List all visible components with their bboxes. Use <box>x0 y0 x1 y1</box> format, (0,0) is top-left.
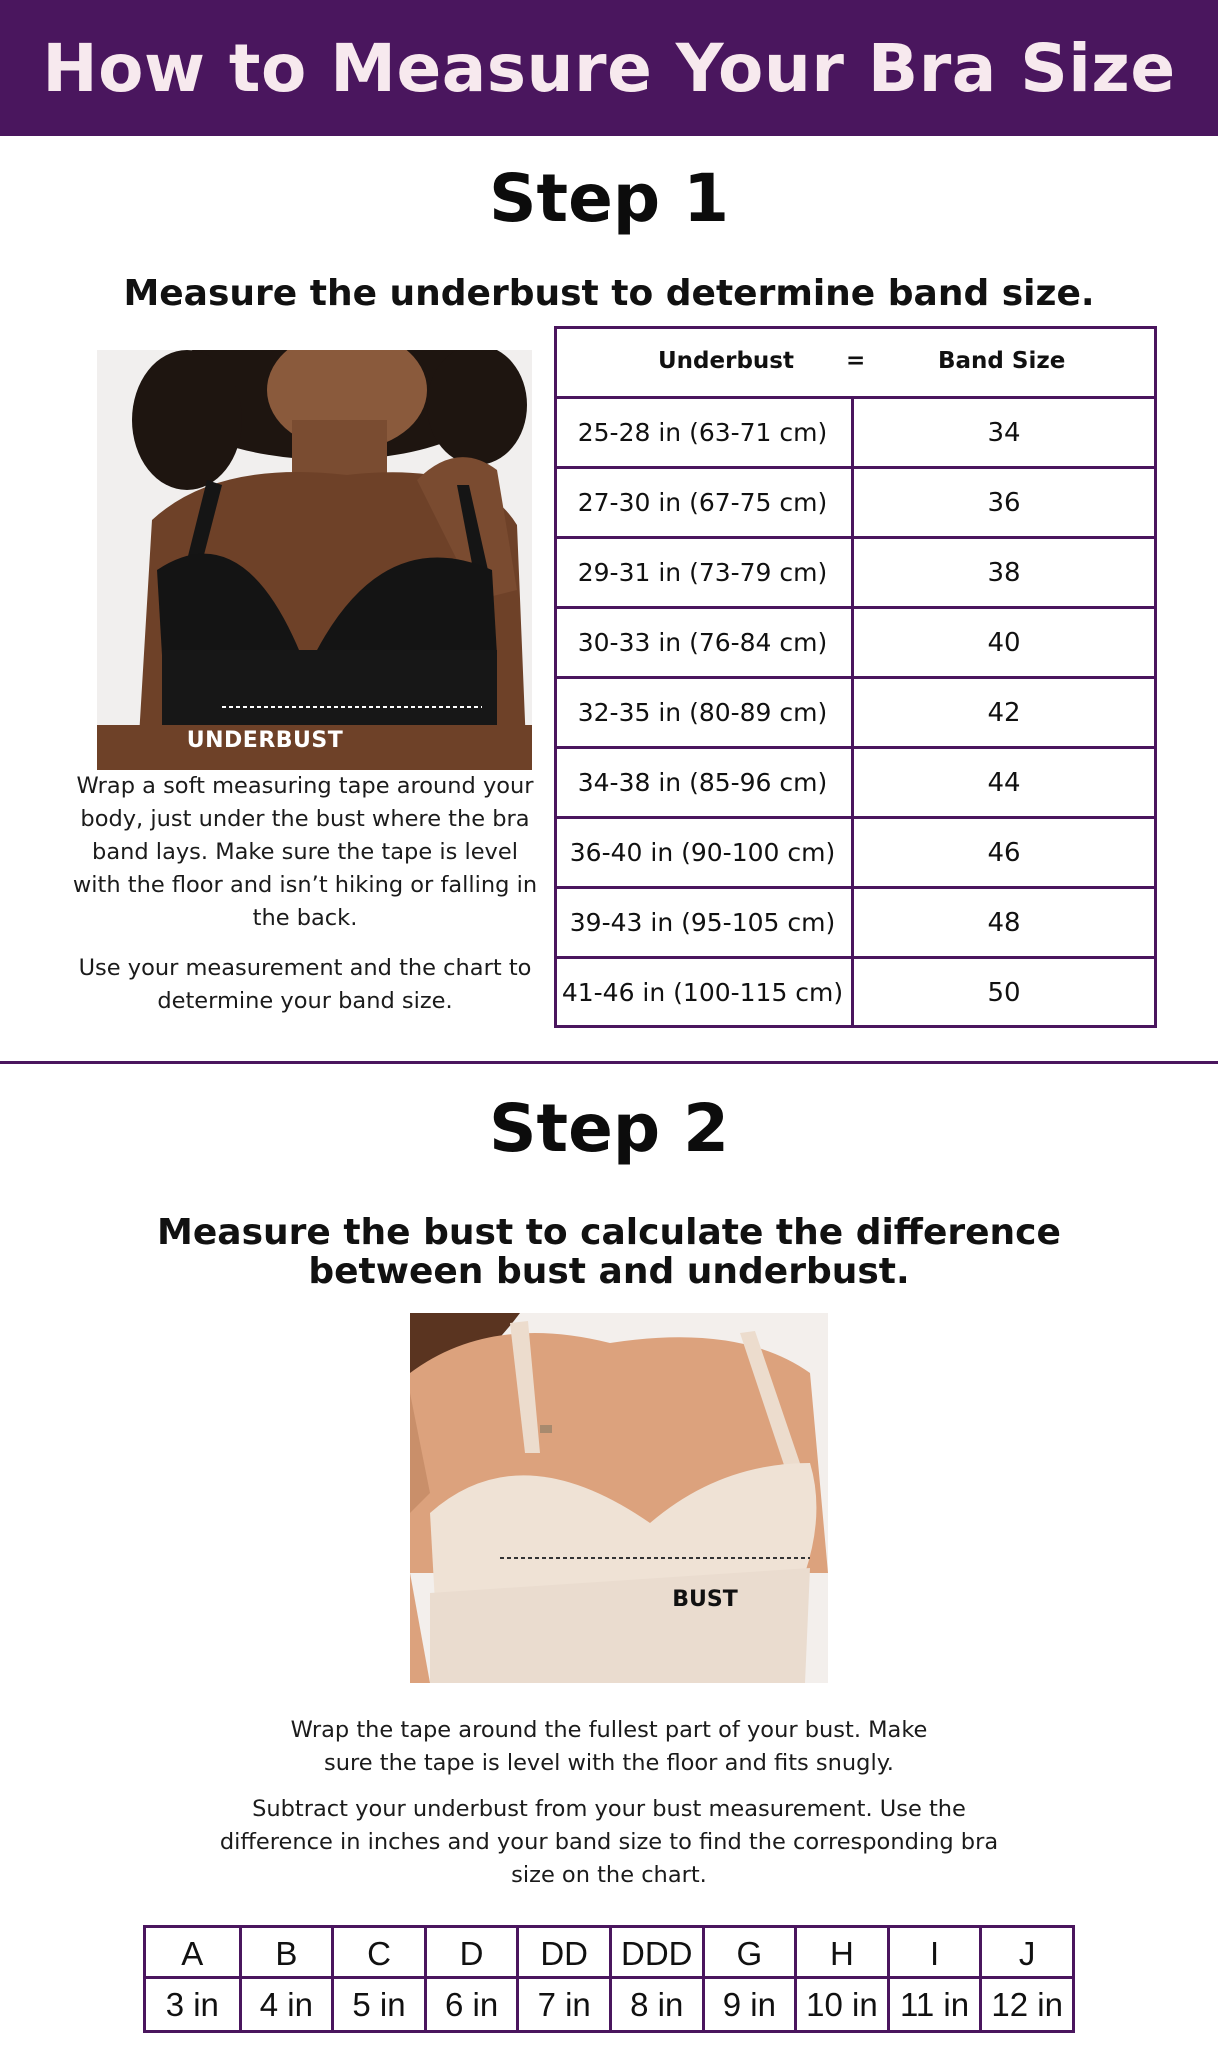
underbust-cell: 29-31 in (73-79 cm) <box>554 539 854 606</box>
cup-size-table <box>143 1925 1075 2033</box>
difference-cell: 8 in <box>609 1979 702 2030</box>
cup-cell: B <box>239 1928 332 1979</box>
table-row <box>554 396 1157 466</box>
bust-photo <box>410 1313 828 1683</box>
difference-cell: 3 in <box>165 1985 219 2023</box>
cup-cell: G <box>702 1928 795 1979</box>
underbust-cell: 41-46 in (100-115 cm) <box>554 959 854 1026</box>
page-header <box>0 0 1218 136</box>
header-equals: = <box>846 348 866 374</box>
cup-cell: A <box>181 1934 204 1972</box>
difference-cell: 10 in <box>794 1979 887 2030</box>
step2-title: Step 2 <box>489 1090 729 1167</box>
difference-cell: 5 in <box>331 1979 424 2030</box>
band-cell: 46 <box>987 837 1021 868</box>
table-row <box>554 676 1157 746</box>
page-title: How to Measure Your Bra Size <box>42 29 1176 107</box>
underbust-cell: 27-30 in (67-75 cm) <box>554 469 854 536</box>
band-cell: 42 <box>987 697 1021 728</box>
table-row <box>554 606 1157 676</box>
bust-label: BUST <box>672 1587 738 1612</box>
table-row <box>554 746 1157 816</box>
band-cell: 48 <box>987 907 1021 938</box>
underbust-cell: 34-38 in (85-96 cm) <box>554 749 854 816</box>
underbust-photo <box>97 350 532 770</box>
band-table-header <box>554 326 1157 396</box>
section-divider <box>0 1061 1218 1064</box>
underbust-cell: 30-33 in (76-84 cm) <box>554 609 854 676</box>
band-cell: 50 <box>987 977 1021 1008</box>
table-row <box>554 956 1157 1026</box>
underbust-cell: 36-40 in (90-100 cm) <box>554 819 854 886</box>
cup-cell: DDD <box>609 1928 702 1979</box>
step2-subtitle-line1: Measure the bust to calculate the difference <box>157 1212 1061 1253</box>
step1-chart-note: Use your measurement and the chart to determine your band size. <box>78 955 532 1014</box>
cup-difference-row <box>146 1979 1072 2030</box>
band-cell: 36 <box>987 487 1021 518</box>
step1-instructions: Wrap a soft measuring tape around your body, just under the bust where the bra band lays. Make sure the tape is level with the floor and isn’t hiking or falling in the back. <box>72 773 538 931</box>
difference-cell: 11 in <box>887 1979 980 2030</box>
table-row <box>554 886 1157 956</box>
cup-cell: C <box>331 1928 424 1979</box>
step1-subtitle: Measure the underbust to determine band size. <box>123 273 1095 314</box>
difference-cell: 6 in <box>424 1979 517 2030</box>
step2-difference-note: Subtract your underbust from your bust measurement. Use the difference in inches and your band size to find the corresponding bra size on the chart. <box>219 1796 999 1888</box>
cup-cell: J <box>979 1928 1072 1979</box>
cup-letter-row <box>146 1928 1072 1979</box>
cup-cell: H <box>794 1928 887 1979</box>
header-underbust: Underbust <box>658 348 794 374</box>
step1-title: Step 1 <box>489 160 729 237</box>
band-cell: 40 <box>987 627 1021 658</box>
table-row <box>554 816 1157 886</box>
difference-cell: 4 in <box>239 1979 332 2030</box>
difference-cell: 12 in <box>979 1979 1072 2030</box>
band-cell: 34 <box>987 417 1021 448</box>
underbust-cell: 32-35 in (80-89 cm) <box>554 679 854 746</box>
cup-cell: I <box>887 1928 980 1979</box>
underbust-label: UNDERBUST <box>186 728 344 753</box>
cup-cell: D <box>424 1928 517 1979</box>
step2-subtitle-line2: between bust and underbust. <box>308 1251 910 1292</box>
band-cell: 38 <box>987 557 1021 588</box>
band-cell: 44 <box>987 767 1021 798</box>
difference-cell: 9 in <box>702 1979 795 2030</box>
step2-instructions: Wrap the tape around the fullest part of your bust. Make sure the tape is level with the floor and fits snugly. <box>290 1717 928 1776</box>
header-band-size: Band Size <box>938 348 1066 374</box>
underbust-cell: 39-43 in (95-105 cm) <box>554 889 854 956</box>
cup-cell: DD <box>516 1928 609 1979</box>
table-row <box>554 466 1157 536</box>
difference-cell: 7 in <box>516 1979 609 2030</box>
table-row <box>554 536 1157 606</box>
underbust-cell: 25-28 in (63-71 cm) <box>554 399 854 466</box>
